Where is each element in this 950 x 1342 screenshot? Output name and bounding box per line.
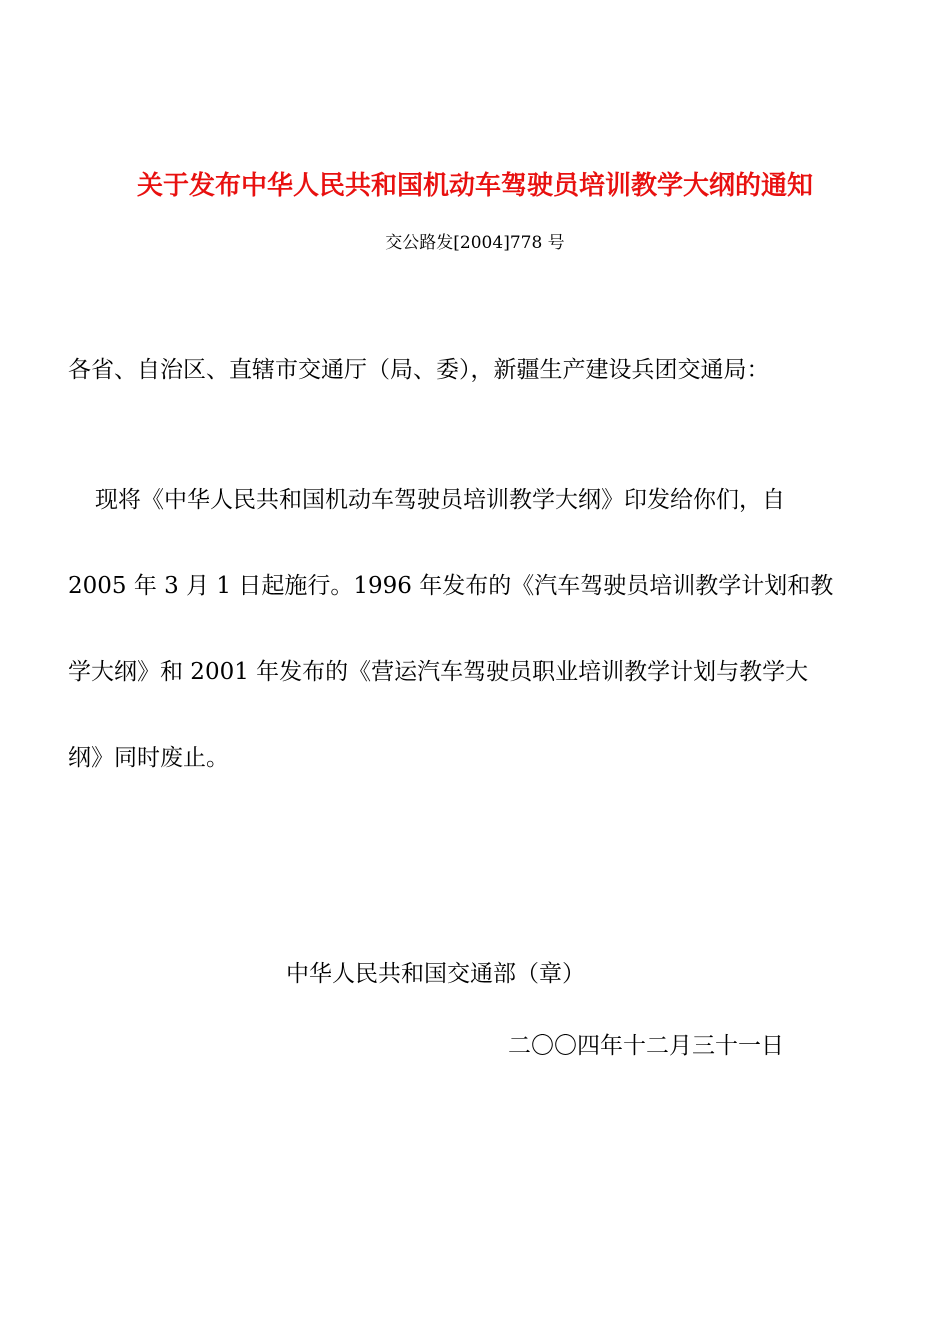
body-line: 学大纲》和 2001 年发布的《营运汽车驾驶员职业培训教学计划与教学大 [68,659,809,685]
body-line: 纲》同时废止。 [68,745,229,771]
body-line: 2005 年 3 月 1 日起施行。1996 年发布的《汽车驾驶员培训教学计划和教 [68,573,834,599]
issuer-signature: 中华人民共和国交通部（章） [286,961,585,987]
body-line: 现将《中华人民共和国机动车驾驶员培训教学大纲》印发给你们，自 [95,487,785,513]
document-title: 关于发布中华人民共和国机动车驾驶员培训教学大纲的通知 [136,171,813,201]
issue-date: 二〇〇四年十二月三十一日 [508,1033,784,1059]
document-number: 交公路发[2004]778 号 [385,233,565,253]
salutation: 各省、自治区、直辖市交通厅（局、委），新疆生产建设兵团交通局： [68,357,770,383]
